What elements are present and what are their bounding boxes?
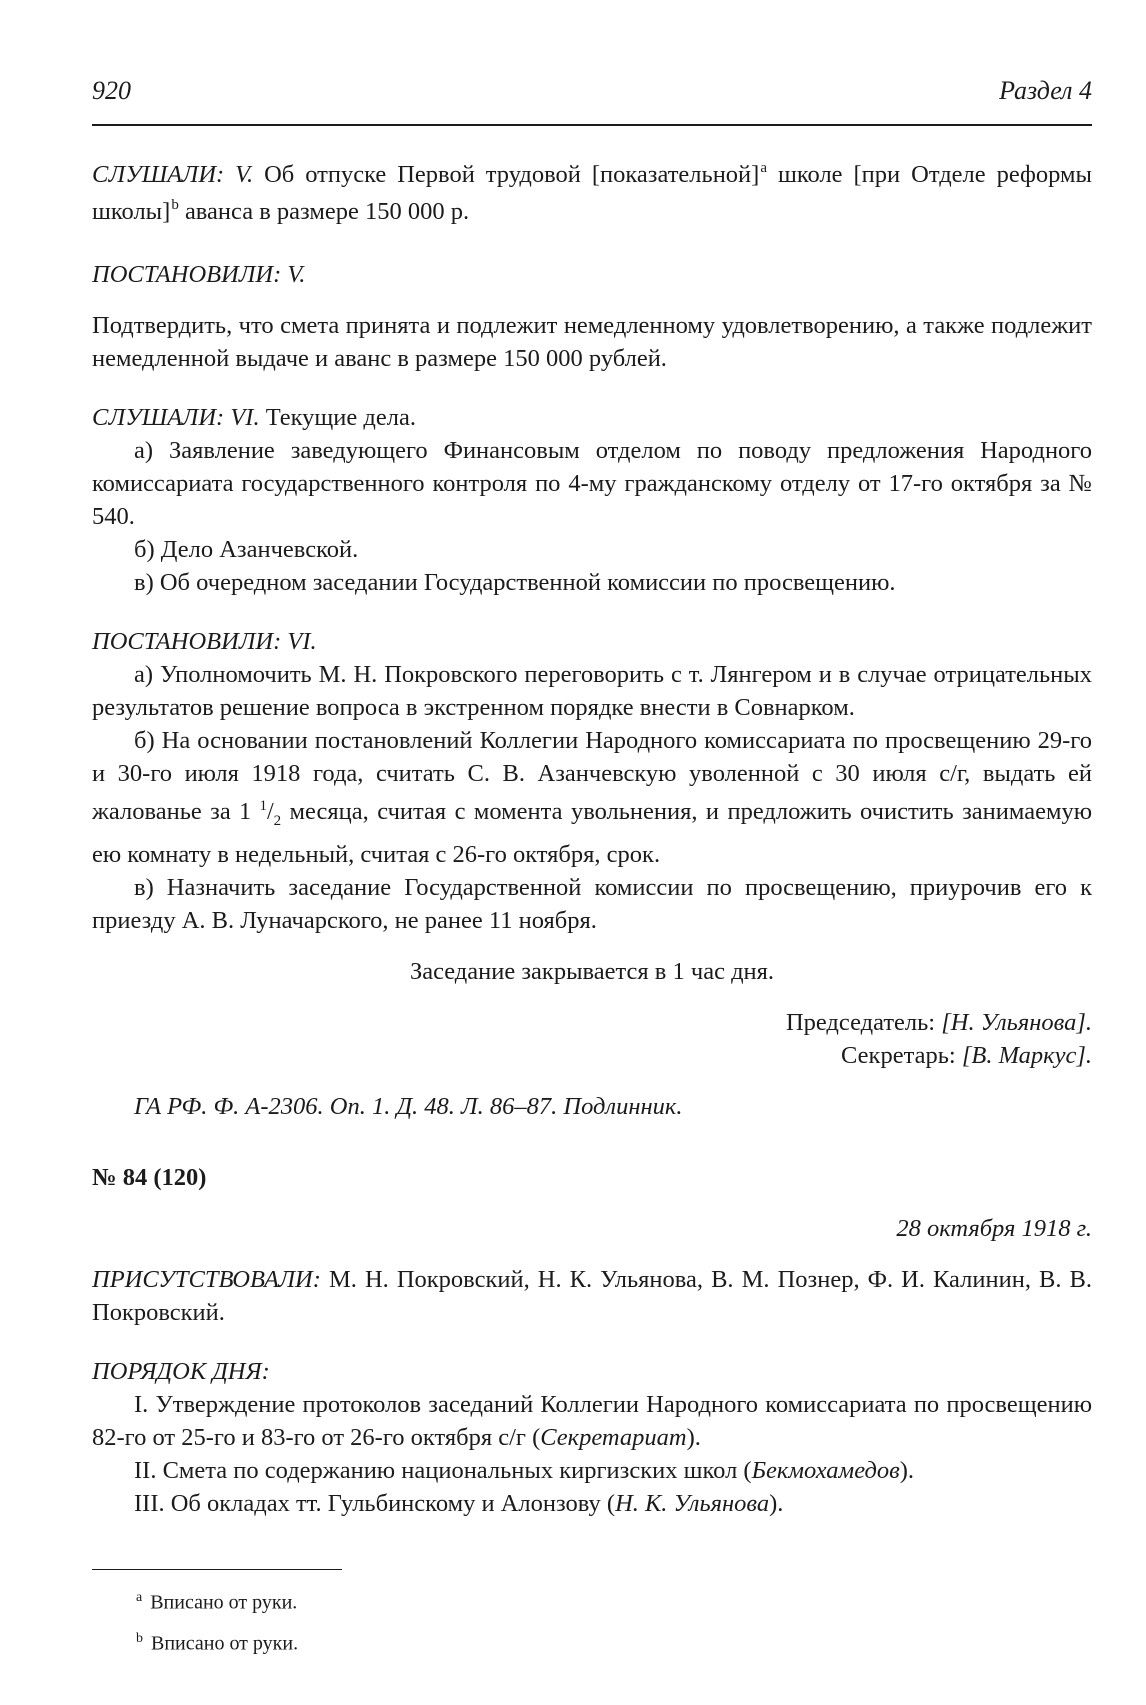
heard-label: СЛУШАЛИ: V. bbox=[92, 161, 254, 188]
item-vi-heard: СЛУШАЛИ: VI. Текущие дела. bbox=[92, 404, 416, 431]
item-vi-resolved-label: ПОСТАНОВИЛИ: VI. bbox=[92, 628, 317, 655]
footnote-mark: a bbox=[760, 160, 768, 176]
decision-b: б) На основании постановлений Коллегии Народного комиссариата по просвещению 29-го и 30-го июля 1918 года, считать С. В. Азанчевскую уволенной с 30 июля с/г, выдать ей жалованье за 1 $^1/_2$ месяца, считая с момента увольнения, и предложить очистить занимаемую ею комнату в недельный, считая с 26-го октября, срок. bbox=[92, 727, 1092, 868]
secretary-signature: Секретарь: [В. Маркус]. bbox=[841, 1041, 1092, 1069]
heard-label: СЛУШАЛИ: VI. bbox=[92, 404, 260, 431]
present-list: ПРИСУТСТВОВАЛИ: М. Н. Покровский, Н. К. Ульянова, В. М. Познер, Ф. И. Калинин, В. В. Покровский. bbox=[92, 1265, 1092, 1326]
header-rule bbox=[92, 124, 1092, 126]
footnote-rule bbox=[92, 1569, 342, 1570]
agenda-label: ПОРЯДОК ДНЯ: bbox=[92, 1357, 270, 1385]
agenda-point-a: а) Заявление заведующего Финансовым отделом по поводу предложения Народного комиссариата государственного контроля по 4-му гражданскому отделу от 17-го октября за № 540. bbox=[92, 437, 1092, 530]
agenda-item: II. Смета по содержанию национальных киргизских школ (Бекмохамедов). bbox=[134, 1456, 915, 1484]
present-label: ПРИСУТСТВОВАЛИ: bbox=[92, 1265, 321, 1293]
footnote-mark: b bbox=[171, 197, 179, 213]
page-number: 920 bbox=[92, 76, 131, 105]
chair-signature: Председатель: [Н. Ульянова]. bbox=[785, 1008, 1092, 1036]
closing-note: Заседание закрывается в 1 час дня. bbox=[409, 957, 775, 985]
page-header bbox=[92, 76, 1092, 116]
agenda-point-b: б) Дело Азанчевской. bbox=[134, 536, 359, 563]
archive-reference: ГА РФ. Ф. А-2306. Оп. 1. Д. 48. Л. 86–87. Подлинник. bbox=[134, 1092, 683, 1120]
decision-a: а) Уполномочить М. Н. Покровского переговорить с т. Лянгером и в случае отрицательных результатов решение вопроса в экстренном порядке внести в Совнарком. bbox=[92, 661, 1092, 721]
footnote: $^a$ Вписано от руки. bbox=[136, 1590, 298, 1614]
section-title: Раздел 4 bbox=[999, 76, 1092, 105]
agenda-item: III. Об окладах тт. Гульбинскому и Алонзову (Н. К. Ульянова). bbox=[134, 1489, 784, 1517]
decision-c: в) Назначить заседание Государственной комиссии по просвещению, приурочив его к приезду А. В. Луначарского, не ранее 11 ноября. bbox=[92, 873, 1092, 934]
agenda-point-c: в) Об очередном заседании Государственной комиссии по просвещению. bbox=[134, 569, 896, 596]
fraction: 1 $^1/_2$ bbox=[239, 798, 282, 829]
footnotes bbox=[136, 1580, 298, 1661]
item-v-resolved-text: Подтвердить, что смета принята и подлежит немедленному удовлетворению, а также подлежит немедленной выдаче и аванс в размере 150 000 рублей. bbox=[92, 312, 1092, 372]
footnote: $^b$ Вписано от руки. bbox=[136, 1630, 299, 1655]
document-body bbox=[92, 158, 1092, 1520]
document-number: № 84 (120) bbox=[92, 1163, 207, 1191]
item-v-resolved-label: ПОСТАНОВИЛИ: V. bbox=[92, 261, 306, 288]
item-v-heard: СЛУШАЛИ: V. Об отпуске Первой трудовой [показательной]$^a$ школе [при Отделе реформы школы]$^b$ аванса в размере 150 000 р. bbox=[92, 160, 1093, 225]
document-date: 28 октября 1918 г. bbox=[896, 1214, 1092, 1242]
agenda-item: I. Утверждение протоколов заседаний Коллегии Народного комиссариата по просвещению 82-го от 25-го и 83-го от 26-го октября с/г (Секретариат). bbox=[92, 1390, 1092, 1451]
